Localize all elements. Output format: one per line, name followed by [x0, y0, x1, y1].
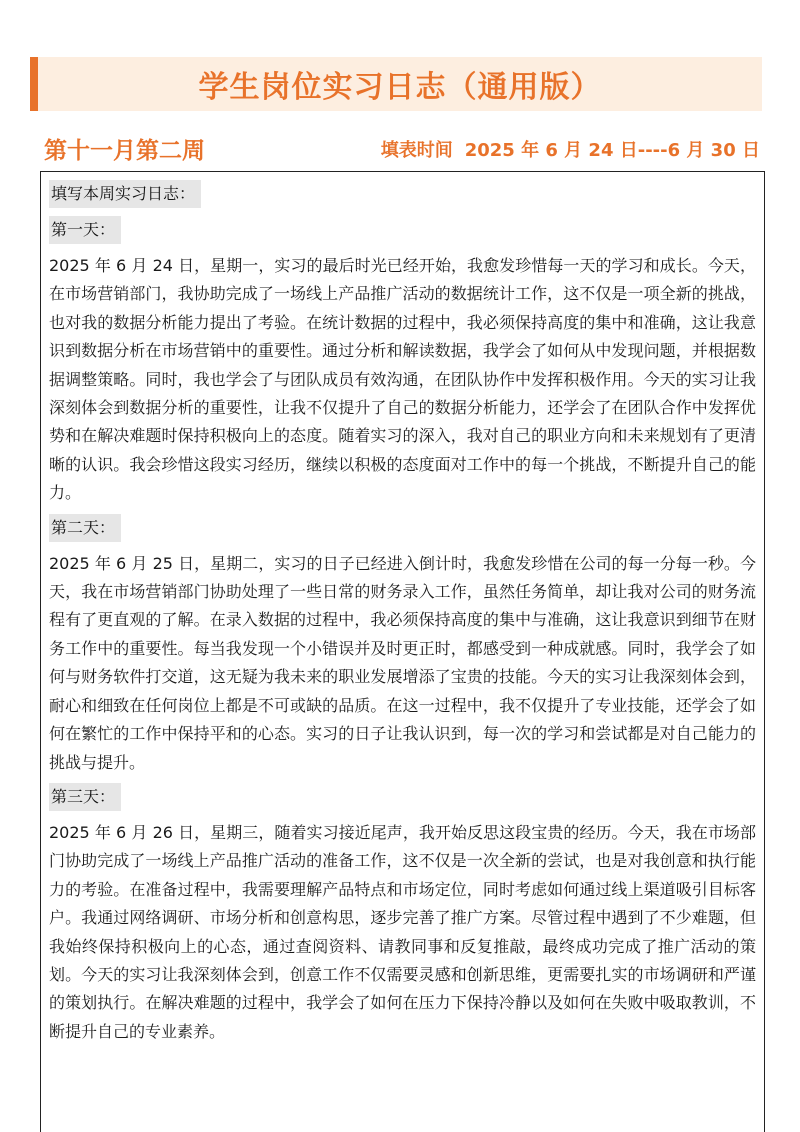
- page-title: 学生岗位实习日志（通用版）: [198, 70, 602, 105]
- day-2-label: 第二天：: [49, 514, 121, 542]
- log-box: [40, 171, 765, 1132]
- fill-time-value: 2025 年 6 月 24 日----6 月 30 日: [464, 140, 760, 161]
- day-3-text: 2025 年 6 月 26 日，星期三，随着实习接近尾声，我开始反思这段宝贵的经历。今天，我在市场部门协助完成了一场线上产品推广活动的准备工作，这不仅是一次全新的尝试，也是对我创意和执行能力的考验。在准备过程中，我需要理解产品特点和市场定位，同时考虑如何通过线上渠道吸引目标客户。我通过网络调研、市场分析和创意构思，逐步完善了推广方案。尽管过程中遇到了不少难题，但我始终保持积极向上的心态，通过查阅资料、请教同事和反复推敲，最终成功完成了推广活动的策划。今天的实习让我深刻体会到，创意工作不仅需要灵感和创新思维，更需要扎实的市场调研和严谨的策划执行。在解决难题的过程中，我学会了如何在压力下保持冷静以及如何在失败中吸取教训，不断提升自己的专业素养。: [49, 822, 756, 1041]
- week-row: [40, 132, 762, 164]
- intro-label-block: [49, 180, 756, 208]
- fill-time: [381, 136, 760, 162]
- day-1-label: 第一天：: [49, 216, 121, 244]
- intro-label: 填写本周实习日志：: [49, 180, 201, 208]
- day-3-label: 第三天：: [49, 783, 121, 811]
- title-banner: [30, 57, 762, 111]
- fill-time-label: 填表时间: [380, 140, 453, 161]
- day-1-text: 2025 年 6 月 24 日，星期一，实习的最后时光已经开始，我愈发珍惜每一天的学习和成长。今天，在市场营销部门，我协助完成了一场线上产品推广活动的数据统计工作，这不仅是一项全新的挑战，也对我的数据分析能力提出了考验。在统计数据的过程中，我必须保持高度的集中和准确，这让我意识到数据分析在市场营销中的重要性。通过分析和解读数据，我学会了如何从中发现问题，并根据数据调整策略。同时，我也学会了与团队成员有效沟通，在团队协作中发挥积极作用。今天的实习让我深刻体会到数据分析的重要性，让我不仅提升了自己的数据分析能力，还学会了在团队合作中发挥优势和在解决难题时保持积极向上的态度。随着实习的深入，我对自己的职业方向和未来规划有了更清晰的认识。我会珍惜这段实习经历，继续以积极的态度面对工作中的每一个挑战，不断提升自己的能力。: [49, 256, 756, 503]
- week-label: 第十一月第二周: [44, 138, 205, 164]
- day-2-text: 2025 年 6 月 25 日，星期二，实习的日子已经进入倒计时，我愈发珍惜在公司的每一分每一秒。今天，我在市场营销部门协助处理了一些日常的财务录入工作，虽然任务简单，却让我对公司的财务流程有了更直观的了解。在录入数据的过程中，我必须保持高度的集中与准确，这让我意识到细节在财务工作中的重要性。每当我发现一个小错误并及时更正时，都感受到一种成就感。同时，我学会了如何与财务软件打交道，这无疑为我未来的职业发展增添了宝贵的技能。今天的实习让我深刻体会到，耐心和细致在任何岗位上都是不可或缺的品质。在这一过程中，我不仅提升了专业技能，还学会了如何在繁忙的工作中保持平和的心态。实习的日子让我认识到，每一次的学习和尝试都是对自己能力的挑战与提升。: [49, 553, 756, 772]
- day-label-block: [49, 783, 756, 811]
- day-label-block: [49, 216, 756, 244]
- day-label-block: [49, 514, 756, 542]
